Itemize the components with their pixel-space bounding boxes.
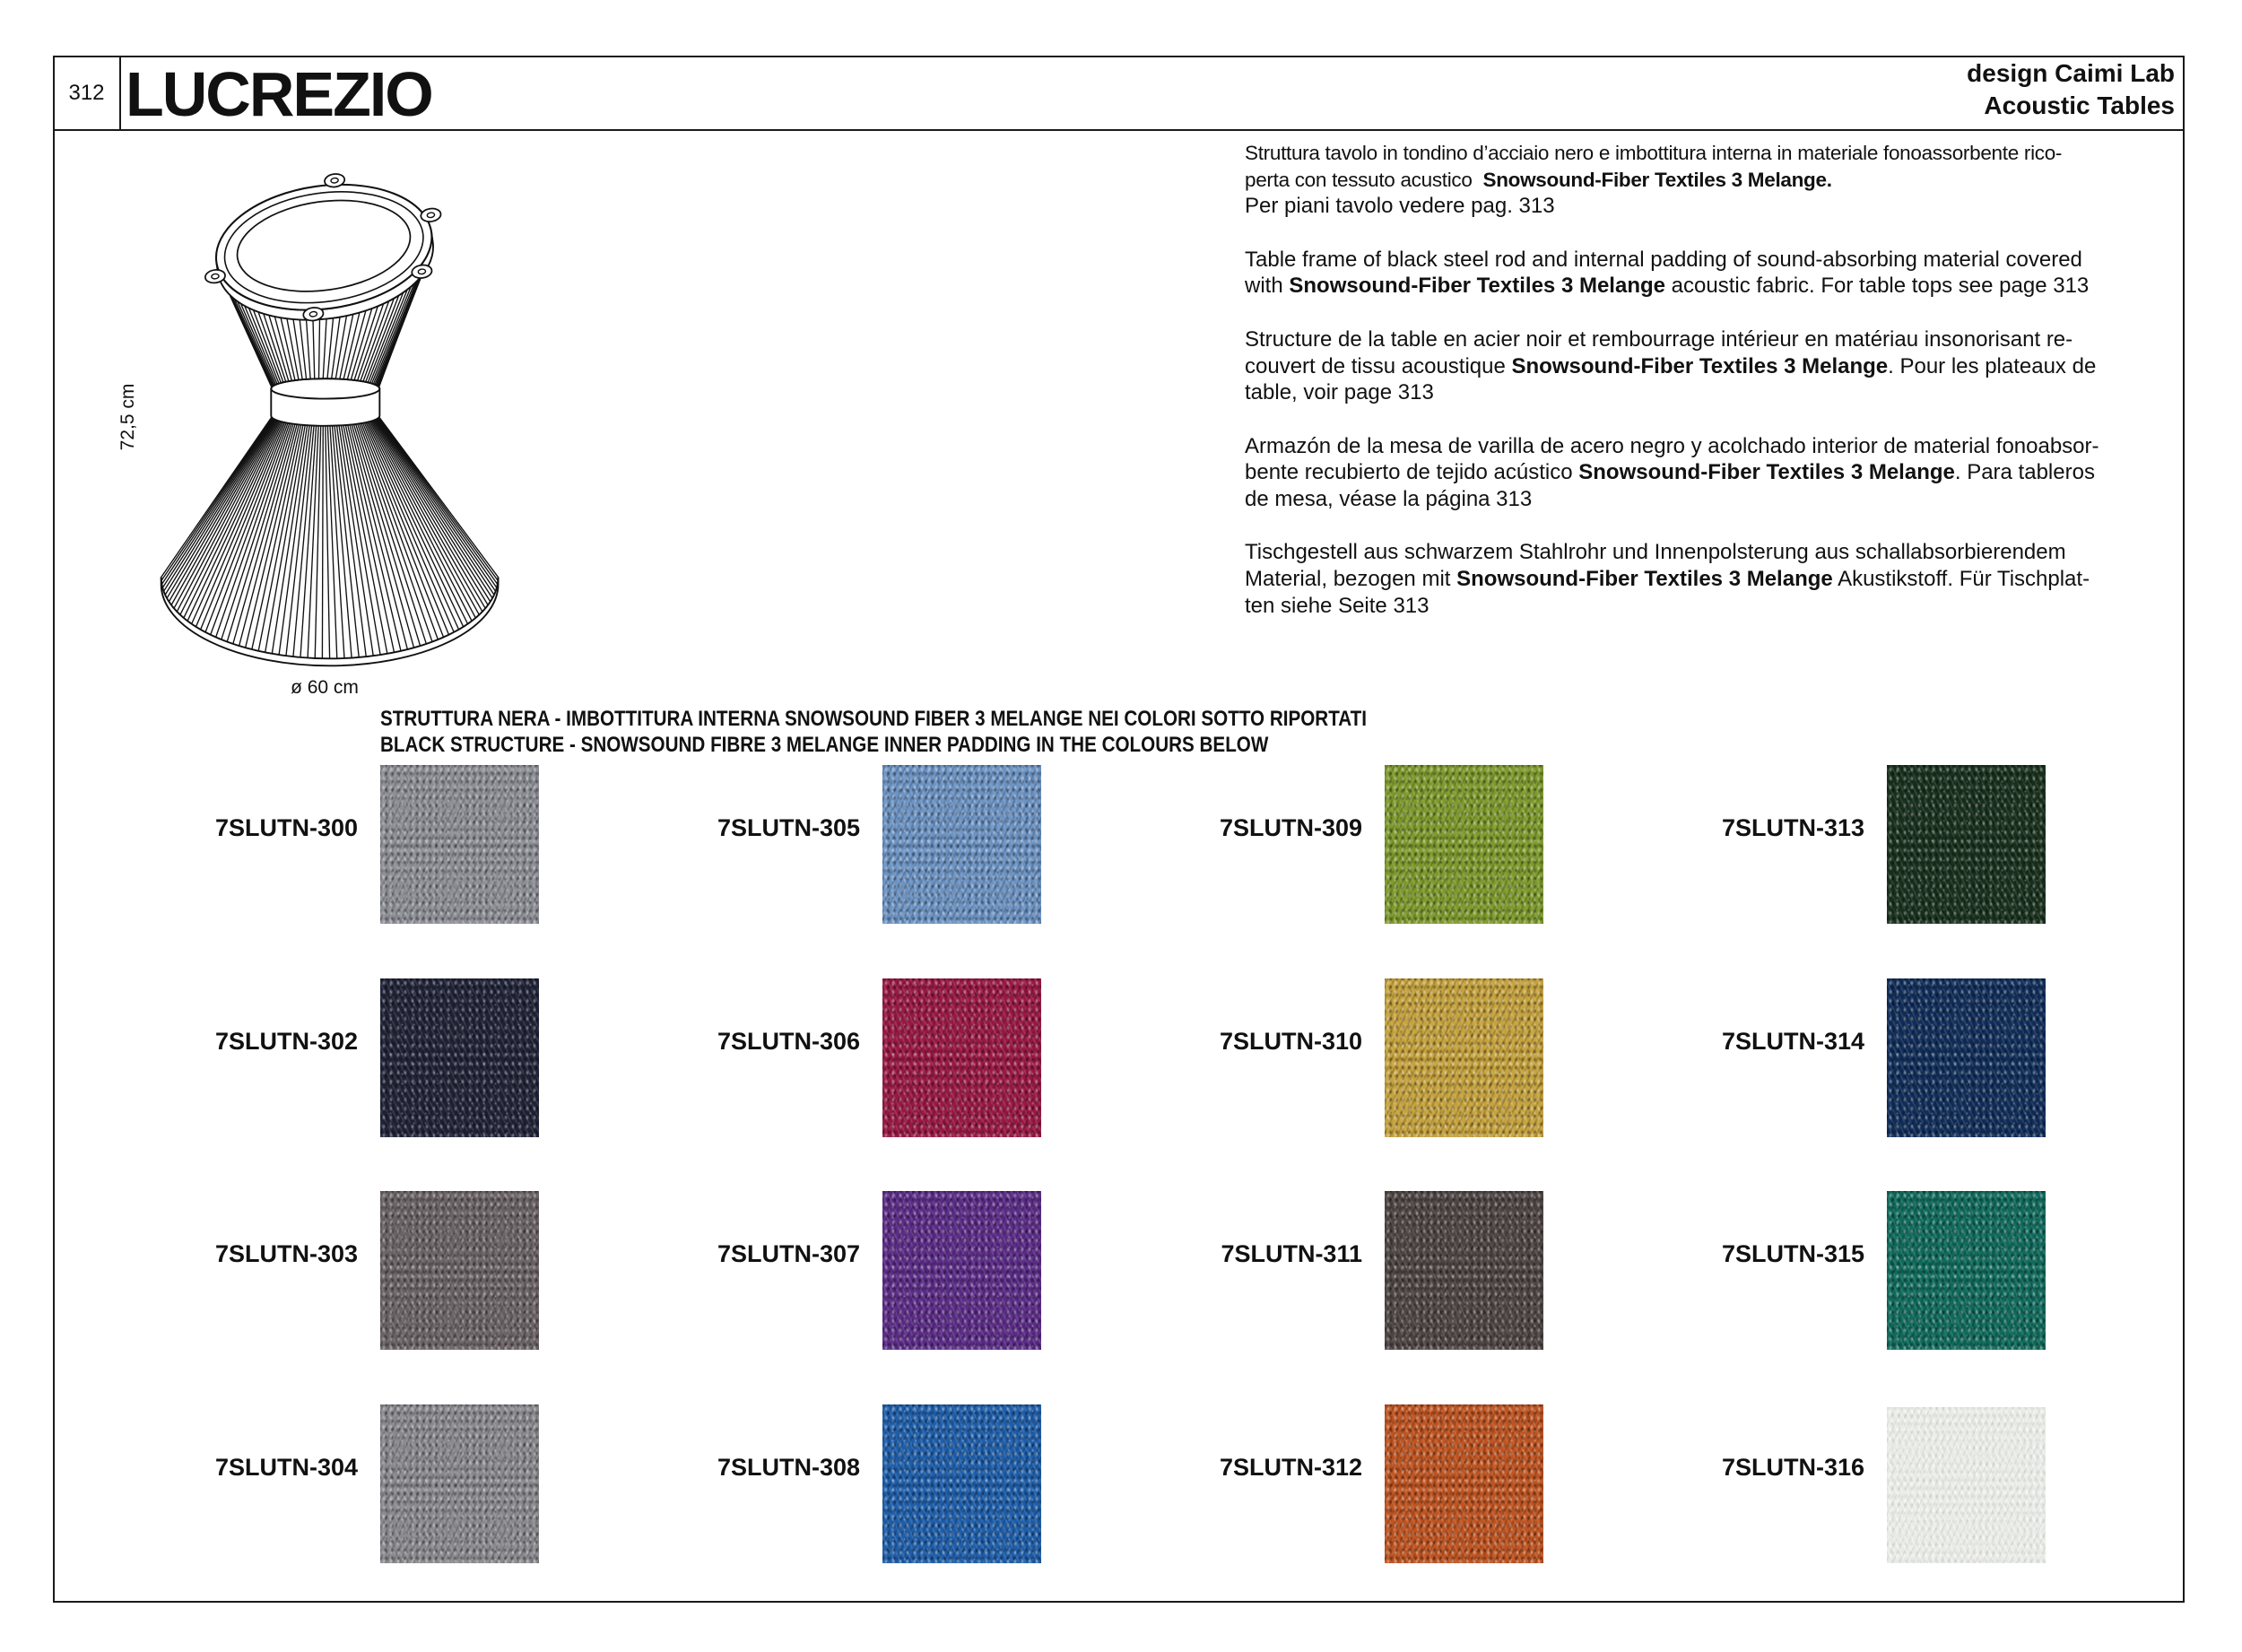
description-line-text <box>1245 486 1532 513</box>
fabric-swatch <box>1887 978 2046 1137</box>
description-line-text <box>1245 353 2096 380</box>
description-text: couvert de tissu acoustique <box>1245 353 1512 378</box>
fabric-swatch <box>882 978 1041 1137</box>
swatch-item <box>1618 1404 2120 1563</box>
fabric-swatch <box>1385 765 1543 924</box>
swatch-code: 7SLUTN-303 <box>214 1240 358 1268</box>
description-text: perta con tessuto acustico <box>1245 168 1483 191</box>
header-credits <box>1967 57 2175 122</box>
description-text: Per piani tavolo vedere pag. 313 <box>1245 194 1555 219</box>
fabric-swatch <box>380 978 539 1137</box>
description-text: Tischgestell aus schwarzem Stahlrohr und Innenpolsterung aus schallabsorbierendem <box>1245 540 2066 565</box>
description-line-text <box>1245 273 2089 300</box>
description-line-text <box>1245 326 2073 353</box>
colours-heading-line <box>380 732 1527 758</box>
fixing-tab <box>420 207 441 222</box>
description-line <box>1245 566 2177 593</box>
height-dimension: 72,5 cm <box>117 383 138 451</box>
fabric-swatch <box>1887 1191 2046 1350</box>
swatch-item <box>111 978 613 1137</box>
lower-cone-rods <box>161 416 499 659</box>
swatch-code: 7SLUTN-316 <box>1721 1454 1864 1482</box>
diameter-dimension: ø 60 cm <box>291 677 359 698</box>
frame-rod <box>378 418 496 592</box>
fabric-name: Snowsound-Fiber Textiles 3 Melange. <box>1482 168 1832 191</box>
swatch-code: 7SLUTN-304 <box>214 1454 358 1482</box>
swatch-code: 7SLUTN-305 <box>717 814 860 841</box>
swatch-code: 7SLUTN-300 <box>214 814 358 841</box>
swatch-code: 7SLUTN-302 <box>214 1027 358 1055</box>
description-line-text <box>1245 566 2090 593</box>
description-text: . Para tableros <box>1954 460 2095 485</box>
fabric-name: Snowsound-Fiber Textiles 3 Melange <box>1511 353 1889 378</box>
description-line-text <box>1245 379 1434 406</box>
swatch-item <box>111 1191 613 1350</box>
fabric-swatch <box>1385 1191 1543 1350</box>
swatch-code: 7SLUTN-310 <box>1219 1027 1362 1055</box>
frame-rod <box>374 420 485 608</box>
swatch-item <box>613 765 1116 924</box>
swatch-code: 7SLUTN-312 <box>1219 1454 1362 1482</box>
description-line <box>1245 459 2177 486</box>
swatch-item <box>1618 1191 2120 1350</box>
description-line-text <box>1245 167 1832 194</box>
description-text: acoustic fabric. For table tops see page 313 <box>1664 274 2090 299</box>
frame-rod <box>353 424 420 646</box>
description-line-text <box>1245 193 1555 220</box>
waist-band <box>271 378 379 426</box>
frame-rod <box>308 426 318 658</box>
swatch-item <box>1618 978 2120 1137</box>
description-text: Struttura tavolo in tondino d’acciaio nero e imbottitura interna in materiale fonoassorbente rico- <box>1245 142 2063 164</box>
description-paragraph <box>1245 140 2177 220</box>
swatch-code: 7SLUTN-309 <box>1219 814 1362 841</box>
swatch-code: 7SLUTN-307 <box>717 1240 860 1268</box>
swatch-item <box>1116 978 1618 1137</box>
designer-credit: design Caimi Lab <box>1967 59 2175 87</box>
swatch-item <box>111 1404 613 1563</box>
description-line <box>1245 486 2177 513</box>
frame-rod <box>378 417 498 585</box>
description-text: Table frame of black steel rod and internal padding of sound-absorbing material covered <box>1245 247 2082 272</box>
description-line <box>1245 193 2177 220</box>
header-divider-line <box>53 129 2185 131</box>
description-text: de mesa, véase la página 313 <box>1245 486 1533 511</box>
description-paragraph <box>1245 433 2177 513</box>
description-line-text <box>1245 140 2062 167</box>
frame-rod <box>164 418 274 592</box>
fabric-swatch <box>1887 1407 2046 1563</box>
description-line <box>1245 140 2177 167</box>
frame-rod <box>171 419 275 604</box>
description-text: Akustikstoff. Für Tischplat- <box>1832 567 2090 591</box>
description-line-text <box>1245 593 1429 620</box>
page-number: 312 <box>68 80 105 105</box>
description-text: with <box>1245 274 1290 299</box>
fabric-swatch <box>1385 1404 1543 1563</box>
swatch-item <box>111 765 613 924</box>
frame-rod <box>372 421 479 615</box>
description-paragraph <box>1245 247 2177 300</box>
description-line <box>1245 167 2177 194</box>
frame-rod <box>161 416 273 578</box>
swatch-code: 7SLUTN-315 <box>1721 1240 1864 1268</box>
colours-heading-line <box>380 706 1527 732</box>
description-text: table, voir page 313 <box>1245 380 1434 405</box>
fabric-swatch <box>380 1404 539 1563</box>
description-text: bente recubierto de tejido acústico <box>1245 460 1579 485</box>
colours-heading-text: BLACK STRUCTURE - SNOWSOUND FIBRE 3 MELANGE INNER PADDING IN THE COLOURS BELOW <box>380 733 1269 757</box>
swatch-code: 7SLUTN-314 <box>1721 1027 1864 1055</box>
description-line <box>1245 273 2177 300</box>
description-line <box>1245 539 2177 566</box>
swatch-item <box>1116 1404 1618 1563</box>
fabric-swatch <box>1887 765 2046 924</box>
description-line-text <box>1245 247 2082 274</box>
description-text: Material, bezogen mit <box>1245 567 1457 591</box>
frame-rod <box>180 421 279 615</box>
product-description <box>1245 140 2177 646</box>
swatch-item <box>1116 1191 1618 1350</box>
swatch-code: 7SLUTN-311 <box>1221 1240 1362 1268</box>
fabric-swatch <box>882 765 1041 924</box>
swatch-item <box>613 1191 1116 1350</box>
colours-heading <box>380 706 1527 758</box>
fabric-name: Snowsound-Fiber Textiles 3 Melange <box>1578 460 1955 485</box>
description-line-text <box>1245 433 2099 460</box>
fabric-swatch <box>380 1191 539 1350</box>
swatch-item <box>613 1404 1116 1563</box>
product-title: LUCREZIO <box>126 59 432 129</box>
frame-rod <box>315 426 320 658</box>
description-text: ten siehe Seite 313 <box>1245 593 1429 618</box>
swatch-item <box>1618 765 2120 924</box>
description-text: . Pour les plateaux de <box>1888 353 2097 378</box>
description-line-text <box>1245 539 2066 566</box>
product-category: Acoustic Tables <box>1984 91 2175 119</box>
description-line <box>1245 379 2177 406</box>
swatch-item <box>1116 765 1618 924</box>
description-line <box>1245 353 2177 380</box>
swatch-code: 7SLUTN-313 <box>1721 814 1864 841</box>
colours-heading-text: STRUTTURA NERA - IMBOTTITURA INTERNA SNOWSOUND FIBER 3 MELANGE NEI COLORI SOTTO RIPORTATI <box>380 707 1368 731</box>
description-line-text <box>1245 459 2095 486</box>
frame-rod <box>177 420 277 612</box>
fabric-swatch <box>882 1404 1041 1563</box>
swatch-item <box>613 978 1116 1137</box>
frame-rod <box>279 425 309 655</box>
fabric-swatch <box>882 1191 1041 1350</box>
top-ring <box>194 161 453 335</box>
description-paragraph <box>1245 539 2177 619</box>
description-line <box>1245 593 2177 620</box>
fabric-name: Snowsound-Fiber Textiles 3 Melange <box>1456 567 1833 591</box>
description-paragraph <box>1245 326 2177 406</box>
description-text: Structure de la table en acier noir et rembourrage intérieur en matériau insonorisant re- <box>1245 326 2073 352</box>
description-text: Armazón de la mesa de varilla de acero negro y acolchado interior de material fonoabsor- <box>1245 433 2099 458</box>
description-line <box>1245 433 2177 460</box>
fabric-swatch <box>1385 978 1543 1137</box>
fabric-name: Snowsound-Fiber Textiles 3 Melange <box>1289 274 1665 299</box>
table-base-illustration <box>143 157 514 686</box>
fabric-swatch <box>380 765 539 924</box>
description-line <box>1245 247 2177 274</box>
swatch-code: 7SLUTN-308 <box>717 1454 860 1482</box>
swatch-code: 7SLUTN-306 <box>717 1027 860 1055</box>
swatch-grid <box>111 765 2120 1563</box>
frame-rod <box>322 426 323 658</box>
description-line <box>1245 326 2177 353</box>
